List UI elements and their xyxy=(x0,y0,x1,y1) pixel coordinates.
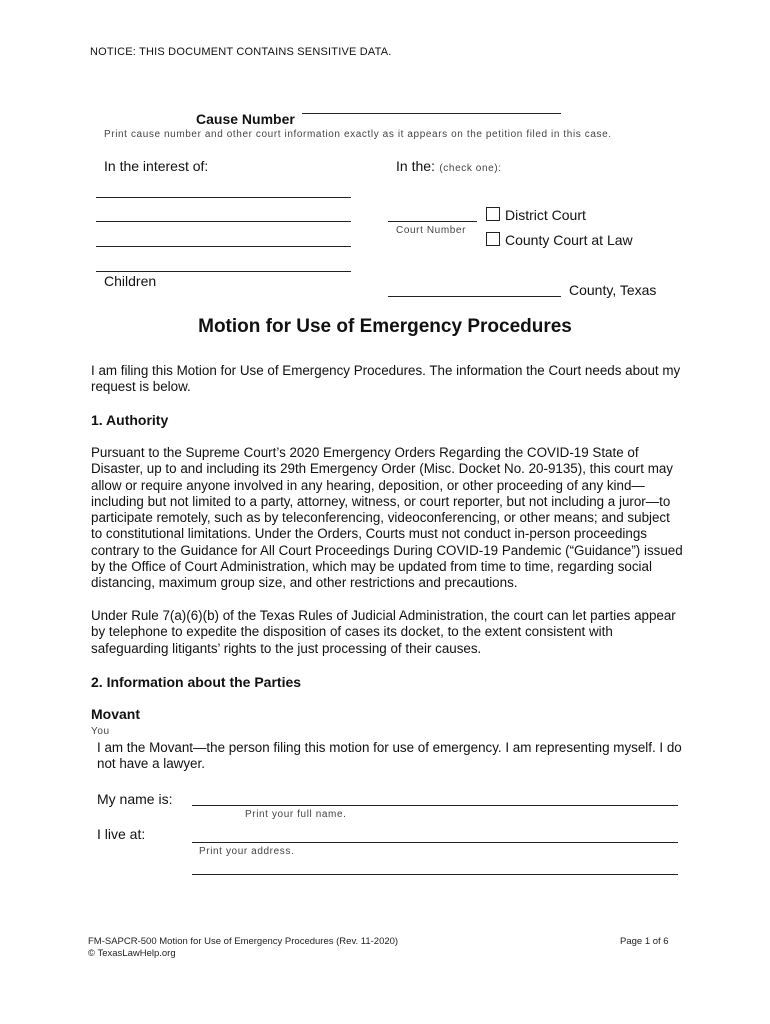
you-label: You xyxy=(91,726,110,737)
cause-number-field[interactable] xyxy=(302,113,561,114)
movant-heading: Movant xyxy=(91,706,140,722)
cause-number-label: Cause Number xyxy=(196,111,295,127)
child-name-field-3[interactable] xyxy=(96,246,351,247)
document-title: Motion for Use of Emergency Procedures xyxy=(198,316,572,337)
county-court-checkbox[interactable] xyxy=(486,232,500,246)
child-name-field-4[interactable] xyxy=(96,271,351,272)
sensitive-data-notice: NOTICE: THIS DOCUMENT CONTAINS SENSITIVE DATA. xyxy=(90,46,392,58)
address-field-2[interactable] xyxy=(192,874,678,875)
cause-instruction: Print cause number and other court information exactly as it appears on the petition filed in this case. xyxy=(104,129,612,140)
name-label: My name is: xyxy=(97,791,173,807)
footer-copyright: © TexasLawHelp.org xyxy=(88,948,176,959)
name-hint: Print your full name. xyxy=(245,809,347,820)
children-label: Children xyxy=(104,273,157,289)
section-parties-heading: 2. Information about the Parties xyxy=(91,674,302,690)
authority-paragraph-1: Pursuant to the Supreme Court’s 2020 Emergency Orders Regarding the COVID-19 State of Disaster, up to and including its 29th Emergency Order (Misc. Docket No. 20-9135), this court may allow or require anyone involved in any hearing, deposition, or other proceeding of any kind—including but not limited to a party, attorney, witness, or court reporter, but not including a juror—to participate remotely, such as by teleconferencing, videoconferencing, or other means; and subject to constitutional limitations. Under the Orders, Courts must not conduct in-person proceedings contrary to the Guidance for All Court Proceedings During COVID-19 Pandemic (“Guidance”) issued by the Office of Court Administration, which may be updated from time to time, regarding social distancing, maximum group size, and other restrictions and precautions. xyxy=(91,445,683,591)
section-authority-heading: 1. Authority xyxy=(91,412,169,428)
district-court-label: District Court xyxy=(505,207,586,223)
district-court-checkbox[interactable] xyxy=(486,207,500,221)
court-number-label: Court Number xyxy=(396,225,466,236)
address-field-1[interactable] xyxy=(192,842,678,843)
interest-label: In the interest of: xyxy=(104,158,209,174)
court-number-field[interactable] xyxy=(388,221,477,222)
child-name-field-2[interactable] xyxy=(96,221,351,222)
child-name-field-1[interactable] xyxy=(96,197,351,198)
county-name-field[interactable] xyxy=(388,296,561,297)
in-the-label: In the: xyxy=(396,158,435,174)
check-one-hint: (check one): xyxy=(439,163,502,174)
footer-page-number: Page 1 of 6 xyxy=(620,936,669,947)
county-court-label: County Court at Law xyxy=(505,232,633,248)
movant-statement: I am the Movant—the person filing this motion for use of emergency. I am representing myself. I do not have a lawyer. xyxy=(97,740,682,772)
intro-paragraph: I am filing this Motion for Use of Emergency Procedures. The information the Court needs about my request is below. xyxy=(91,363,681,395)
address-hint: Print your address. xyxy=(199,846,295,857)
court-type-heading xyxy=(396,158,502,176)
county-texas-label: County, Texas xyxy=(569,282,657,298)
footer-form-id: FM-SAPCR-500 Motion for Use of Emergency Procedures (Rev. 11-2020) xyxy=(88,936,399,947)
full-name-field[interactable] xyxy=(192,805,678,806)
address-label: I live at: xyxy=(97,826,146,842)
authority-paragraph-2: Under Rule 7(a)(6)(b) of the Texas Rules of Judicial Administration, the court can let parties appear by telephone to expedite the disposition of cases its docket, to the extent consistent with safeguarding litigants’ rights to the just processing of their causes. xyxy=(91,608,676,656)
